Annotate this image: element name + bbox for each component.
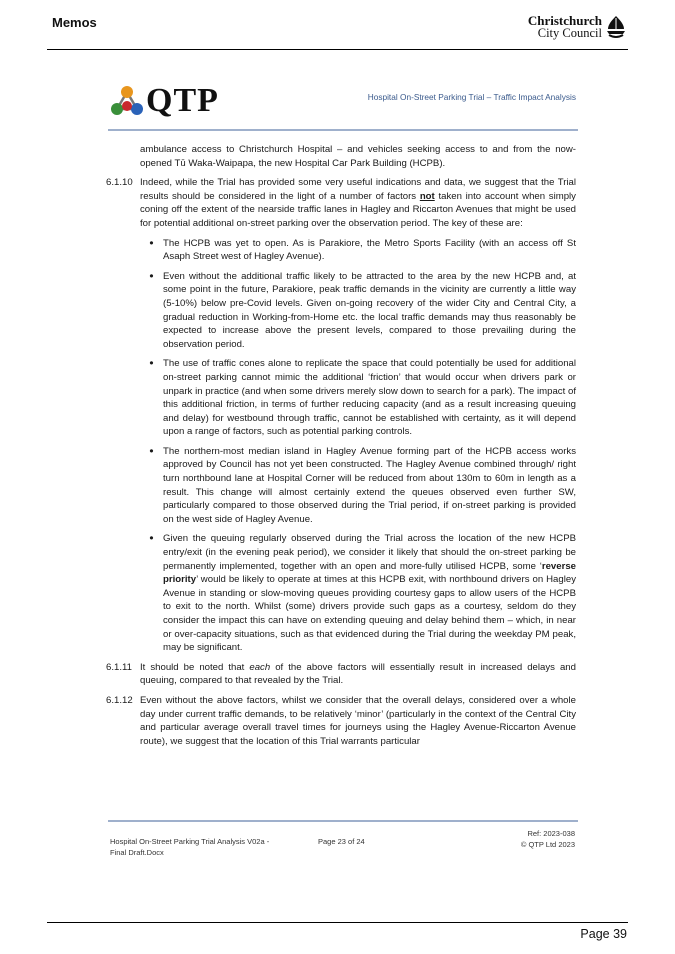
text-run: Indeed, while the Trial has provided some very useful indications and data, we suggest that the Trial results should be considered in the light of a number of factors	[140, 177, 576, 202]
copyright-line: © QTP Ltd 2023	[520, 839, 575, 849]
text-run: taken into account when simply coning off the extent of the nearside traffic lanes in Hagley and Riccarton Avenues that might be used for potential additional on-street parking over the observation period. The key of these are:	[140, 190, 576, 229]
list-item: • Even without the additional traffic likely to be attracted to the area by the new HCPB and, at some point in the future, Parakiore, peak traffic demands in the vicinity are currently a little way (5-10%) below pre-Covid levels. Given on-going recovery of the wider City and Central City, a gradual reduction in Working-from-Home etc. the local traffic demands may thus reasonably be expected to increase above the present levels, compared to those prevailing during the observation period.	[149, 268, 576, 350]
list-item-text	[163, 532, 576, 654]
paragraph-6-1-12	[106, 694, 576, 748]
list-item: • The northern-most median island in Hagley Avenue forming part of the HCPB access works approved by Council has not yet been constructed. The Hagley Avenue combined through/ right turn northbound lane at Hospital Corner will be reduced from about 130m to 60m in length as a result. This change will almost certainly extend the queues observed even further SW, particularly compared to those observed during the Trial period, if on-street parking is provided on the west side of Hagley Avenue.	[149, 443, 576, 525]
footer-rule	[47, 922, 628, 923]
text-run: Given the queuing regularly observed during the Trial across the location of the new HCPB entry/exit (in the evening peak period), we consider it likely that should the on-street parking be permanently implemented, together with an open and more-fully utilised HCPB, some ‘	[163, 533, 576, 572]
factor-list	[140, 237, 576, 655]
text-run: ’ would be likely to operate at times at this HCPB exit, with northbound drivers on Hagley Avenue in standing or slow-moving queues providing courtesy gaps to allow users of the HCPB to exit to the north. Whilst (some) drivers provide such gaps as a courtesy, seldom do they consider the impact this can have on extending queuing and delay behind them – which, in near or over-capacity situations, such as that evidenced during the Trial during the weekday PM peak, may be significant.	[163, 574, 576, 654]
list-item: • The use of traffic cones alone to replicate the space that could potentially be used for additional on-street parking cannot mimic the additional ‘friction’ that would occur when drivers park or unpark in practice (and when some drivers merely slow down to search for a park). The impact of this additional friction, in terms of further reducing capacity (and as a result increasing queuing and delay) for westbound through traffic, cannot be established with certainty, as it will depend upon a range of factors, such as potential parking controls.	[149, 356, 576, 438]
paragraph-text	[140, 176, 576, 230]
memo-body	[106, 143, 576, 754]
paragraph-text: Even without the above factors, whilst we consider that the overall delays, considered over a whole day under current traffic demands, to be relatively ‘minor’ (particularly in the context of the Central City and particular average overall travel times for journeys using the Hagley Avenue-Riccarton Avenue route), we suggest that the location of this Trial warrants particular	[140, 694, 576, 747]
paragraph-6-1-11	[106, 661, 576, 688]
paragraph-text: ambulance access to Christchurch Hospital – and vehicles seeking access to and from the now-opened Tū Waka-Waipapa, the new Hospital Car Park Building (HCPB).	[140, 144, 576, 169]
emphasis-text: not	[419, 190, 435, 202]
text-run: of the above factors will essentially result in increased delays and queuing, compared to that revealed by the Trial.	[140, 661, 576, 687]
filename-line: Hospital On-Street Parking Trial Analysis V02a -	[110, 837, 270, 846]
report-reference	[521, 829, 575, 850]
council-name-line1: Christchurch	[527, 13, 602, 28]
list-item-text: The use of traffic cones alone to replicate the space that could potentially be used for additional on-street parking cannot mimic the additional ‘friction’ that would occur when drivers park or unpark in practice (and when some drivers merely slow down to search for a park). The impact of this additional friction, in terms of further reducing capacity (and as a result increasing queuing and delay) for westbound through traffic, cannot be established with certainty, as it will depend upon a range of factors, such as potential parking controls.	[163, 358, 576, 438]
emphasis-text: reverse priority	[163, 560, 576, 586]
memos-label: Memos	[52, 15, 97, 30]
paragraph-number: 6.1.11	[106, 661, 132, 673]
qtp-molecule-icon	[110, 84, 144, 118]
list-item-text: Even without the additional traffic likely to be attracted to the area by the new HCPB and, at some point in the future, Parakiore, peak traffic demands in the vicinity are currently a little way (5-10%) below pre-Covid levels. Given on-going recovery of the wider City and Central City, a gradual reduction in Working-from-Home etc. the local traffic demands may thus reasonably be expected to increase above the present levels, compared to those prevailing during the observation period.	[163, 270, 576, 350]
list-item: • The HCPB was yet to open. As is Parakiore, the Metro Sports Facility (with an access off St Asaph Street west of Hagley Avenue).	[149, 235, 576, 263]
paragraph-6-1-10	[106, 176, 576, 230]
emphasis-text: each	[249, 661, 271, 673]
report-title: Hospital On-Street Parking Trial – Traffic Impact Analysis	[367, 92, 576, 102]
paragraph-text	[140, 661, 576, 688]
page-number: Page 39	[580, 927, 627, 941]
qtp-logo	[110, 82, 219, 120]
filename-line: Final Draft.Docx	[110, 847, 164, 857]
reference-line: Ref: 2023-038	[527, 829, 575, 838]
list-item: • Given the queuing regularly observed during the Trial across the location of the new HCPB entry/exit (in the evening peak period), we consider it likely that should the on-street parking be permanently implemented, together with an open and more-fully utilised HCPB, some ‘reverse priority’ would be likely to operate at times at this HCPB exit, with northbound drivers on Hagley Avenue in standing or slow-moving queues providing courtesy gaps to allow users of the HCPB to exit to the north. Whilst (some) drivers provide such gaps as a courtesy, seldom do they consider the impact this can have on extending queuing and delay behind them – which, in near or over-capacity situations, such as that evidenced during the Trial during the weekday PM peak, may be significant.	[149, 531, 576, 654]
report-header-rule	[108, 129, 578, 131]
list-item-text: The northern-most median island in Hagley Avenue forming part of the HCPB access works approved by Council has not yet been constructed. The Hagley Avenue combined through/ right turn northbound lane at Hospital Corner will be reduced from about 130m to 60m in length as a result. This change will almost certainly extend the queues observed even further SW, particularly compared to those observed during the Trial period, if on-street parking is provided on the west side of Hagley Avenue.	[163, 445, 576, 525]
paragraph-number: 6.1.12	[106, 694, 133, 706]
council-name-line2: City Council	[537, 26, 602, 40]
paragraph-continued	[106, 143, 576, 170]
qtp-logo-text: QTP	[146, 82, 219, 119]
report-filename	[110, 837, 269, 858]
council-logo	[528, 14, 627, 40]
council-emblem-icon	[605, 15, 627, 39]
report-footer-rule	[108, 820, 578, 822]
text-run: It should be noted that	[140, 661, 245, 673]
report-page-number: Page 23 of 24	[318, 837, 365, 846]
header-rule	[47, 49, 628, 50]
list-item-text: The HCPB was yet to open. As is Parakiore, the Metro Sports Facility (with an access off St Asaph Street west of Hagley Avenue).	[163, 237, 576, 263]
paragraph-number: 6.1.10	[106, 177, 133, 189]
